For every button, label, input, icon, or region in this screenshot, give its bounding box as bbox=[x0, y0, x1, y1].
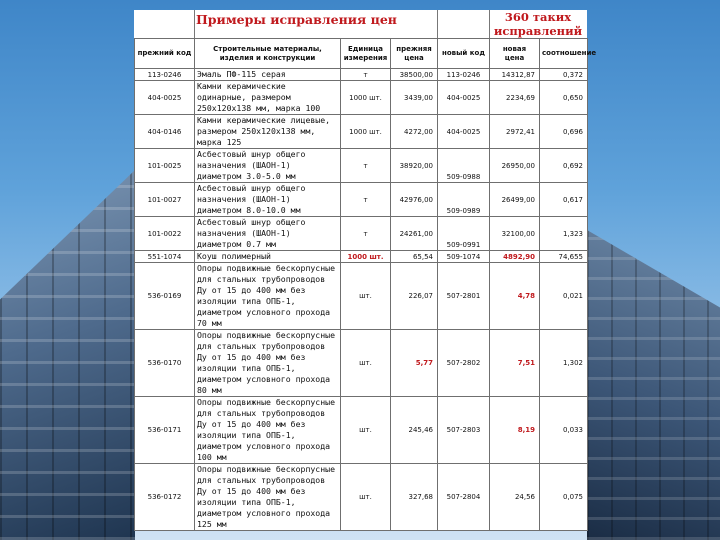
table-row bbox=[135, 115, 588, 149]
cell-old-code: 113-0246 bbox=[135, 69, 195, 81]
cell-unit: шт. bbox=[341, 330, 391, 397]
cell-new-price: 26950,00 bbox=[490, 149, 540, 183]
cell-old-price: 3439,00 bbox=[391, 81, 438, 115]
cell-unit: шт. bbox=[341, 464, 391, 531]
cell-new-code: 509-0991 bbox=[438, 217, 490, 251]
background-building-left bbox=[0, 170, 135, 540]
column-header-unit: Единица измерения bbox=[341, 39, 391, 69]
table-row bbox=[135, 263, 588, 330]
cell-unit: 1000 шт. bbox=[341, 81, 391, 115]
cell-ratio: 0,033 bbox=[540, 397, 588, 464]
cell-old-price: 327,68 bbox=[391, 464, 438, 531]
cell-new-price: 2234,69 bbox=[490, 81, 540, 115]
cell-new-code: 404-0025 bbox=[438, 115, 490, 149]
column-header-ratio: соотношение bbox=[540, 39, 588, 69]
table-row bbox=[135, 183, 588, 217]
cell-old-code: 101-0025 bbox=[135, 149, 195, 183]
column-header-old-code: прежний код bbox=[135, 39, 195, 69]
cell-old-price: 5,77 bbox=[391, 330, 438, 397]
table-row bbox=[135, 81, 588, 115]
price-table-sheet bbox=[134, 10, 597, 530]
cell-material: Асбестовый шнур общего назначения (ШАОН-1) диаметром 8.0-10.0 мм bbox=[195, 183, 341, 217]
cell-ratio: 0,617 bbox=[540, 183, 588, 217]
table-row bbox=[135, 397, 588, 464]
cell-ratio: 1,302 bbox=[540, 330, 588, 397]
cell-old-price: 38920,00 bbox=[391, 149, 438, 183]
cell-old-price: 245,46 bbox=[391, 397, 438, 464]
cell-old-code: 536-0172 bbox=[135, 464, 195, 531]
cell-ratio: 74,655 bbox=[540, 251, 588, 263]
cell-new-code: 509-0988 bbox=[438, 149, 490, 183]
cell-ratio: 0,692 bbox=[540, 149, 588, 183]
table-row bbox=[135, 251, 588, 263]
table-row bbox=[135, 464, 588, 531]
cell-new-code: 404-0025 bbox=[438, 81, 490, 115]
cell-material: Асбестовый шнур общего назначения (ШАОН-1) диаметром 0.7 мм bbox=[195, 217, 341, 251]
cell-material: Камни керамические лицевые, размером 250х120х138 мм, марка 125 bbox=[195, 115, 341, 149]
cell-new-price: 14312,87 bbox=[490, 69, 540, 81]
cell-material: Коуш полимерный bbox=[195, 251, 341, 263]
cell-old-code: 404-0025 bbox=[135, 81, 195, 115]
cell-ratio: 1,323 bbox=[540, 217, 588, 251]
table-row bbox=[135, 149, 588, 183]
table-row bbox=[135, 69, 588, 81]
cell-unit: шт. bbox=[341, 397, 391, 464]
cell-ratio: 0,372 bbox=[540, 69, 588, 81]
column-header-material: Строительные материалы, изделия и конструкции bbox=[195, 39, 341, 69]
cell-old-code: 101-0022 bbox=[135, 217, 195, 251]
cell-old-code: 101-0027 bbox=[135, 183, 195, 217]
cell-unit: т bbox=[341, 183, 391, 217]
cell-old-price: 65,54 bbox=[391, 251, 438, 263]
cell-old-price: 42976,00 bbox=[391, 183, 438, 217]
cell-new-code: 509-0989 bbox=[438, 183, 490, 217]
cell-ratio: 0,696 bbox=[540, 115, 588, 149]
cell-new-price: 24,56 bbox=[490, 464, 540, 531]
cell-unit: 1000 шт. bbox=[341, 115, 391, 149]
background-building-right bbox=[587, 230, 720, 540]
column-header-new-price: новая цена bbox=[490, 39, 540, 69]
cell-new-price: 32100,00 bbox=[490, 217, 540, 251]
cell-new-code: 507-2803 bbox=[438, 397, 490, 464]
cell-old-price: 38500,00 bbox=[391, 69, 438, 81]
cell-ratio: 0,075 bbox=[540, 464, 588, 531]
table-header-row bbox=[135, 39, 588, 69]
cell-material: Асбестовый шнур общего назначения (ШАОН-1) диаметром 3.0-5.0 мм bbox=[195, 149, 341, 183]
cell-new-code: 507-2801 bbox=[438, 263, 490, 330]
cell-new-price: 7,51 bbox=[490, 330, 540, 397]
cell-material: Опоры подвижные бескорпусные для стальных трубопроводов Ду от 15 до 400 мм без изоляции типа ОПБ-1, диаметром условного прохода 70 мм bbox=[195, 263, 341, 330]
cell-unit: 1000 шт. bbox=[341, 251, 391, 263]
cell-new-price: 2972,41 bbox=[490, 115, 540, 149]
table-row bbox=[135, 330, 588, 397]
cell-ratio: 0,021 bbox=[540, 263, 588, 330]
cell-new-price: 8,19 bbox=[490, 397, 540, 464]
cell-old-code: 551-1074 bbox=[135, 251, 195, 263]
cell-material: Опоры подвижные бескорпусные для стальных трубопроводов Ду от 15 до 400 мм без изоляции типа ОПБ-1, диаметром условного прохода 125 мм bbox=[195, 464, 341, 531]
cell-new-price: 26499,00 bbox=[490, 183, 540, 217]
cell-material: Опоры подвижные бескорпусные для стальных трубопроводов Ду от 15 до 400 мм без изоляции типа ОПБ-1, диаметром условного прохода 80 мм bbox=[195, 330, 341, 397]
cell-old-price: 226,07 bbox=[391, 263, 438, 330]
cell-old-code: 404-0146 bbox=[135, 115, 195, 149]
cell-new-code: 509-1074 bbox=[438, 251, 490, 263]
cell-new-code: 113-0246 bbox=[438, 69, 490, 81]
cell-new-code: 507-2802 bbox=[438, 330, 490, 397]
cell-old-code: 536-0169 bbox=[135, 263, 195, 330]
cell-material: Камни керамические одинарные, размером 250х120х138 мм, марка 100 bbox=[195, 81, 341, 115]
cell-old-price: 4272,00 bbox=[391, 115, 438, 149]
cell-new-code: 507-2804 bbox=[438, 464, 490, 531]
cell-ratio: 0,650 bbox=[540, 81, 588, 115]
cell-old-price: 24261,00 bbox=[391, 217, 438, 251]
cell-new-price: 4,78 bbox=[490, 263, 540, 330]
cell-material: Опоры подвижные бескорпусные для стальных трубопроводов Ду от 15 до 400 мм без изоляции типа ОПБ-1, диаметром условного прохода 100 мм bbox=[195, 397, 341, 464]
price-table bbox=[134, 38, 597, 531]
column-header-new-code: новый код bbox=[438, 39, 490, 69]
grid-line bbox=[437, 10, 438, 38]
cell-new-price: 4892,90 bbox=[490, 251, 540, 263]
page-title: Примеры исправления цен bbox=[196, 12, 397, 27]
cell-unit: т bbox=[341, 69, 391, 81]
cell-material: Эмаль ПФ-115 серая bbox=[195, 69, 341, 81]
cell-old-code: 536-0170 bbox=[135, 330, 195, 397]
cell-unit: шт. bbox=[341, 263, 391, 330]
cell-old-code: 536-0171 bbox=[135, 397, 195, 464]
cell-unit: т bbox=[341, 149, 391, 183]
corrections-count: 360 таких исправлений bbox=[493, 10, 583, 38]
table-row bbox=[135, 217, 588, 251]
cell-unit: т bbox=[341, 217, 391, 251]
column-header-old-price: прежняя цена bbox=[391, 39, 438, 69]
